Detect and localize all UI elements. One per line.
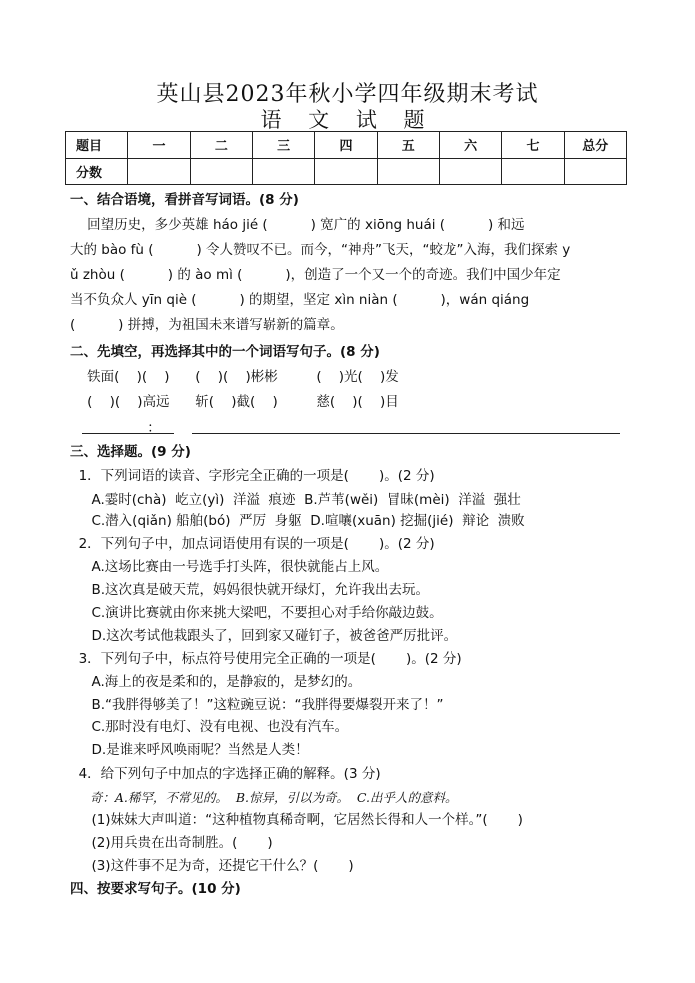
score-cell: 七: [502, 132, 564, 159]
section-3-heading: 三、选择题。(9 分): [70, 444, 191, 460]
question-2-option: B.这次真是破天荒，妈妈很快就开绿灯，允许我出去玩。: [70, 582, 430, 598]
exam-subtitle: 语 文 试 题: [260, 108, 435, 132]
question-4-item: (2)用兵贵在出奇制胜。( ): [70, 835, 273, 851]
question-3-option: B.“我胖得够美了！”这粒豌豆说：“我胖得要爆裂开来了！”: [70, 697, 444, 713]
score-row-label: 分数: [66, 158, 128, 185]
exam-title: 英山县2023年秋小学四年级期末考试: [156, 82, 539, 107]
score-input-cell[interactable]: [190, 158, 252, 185]
score-cell: 六: [439, 132, 501, 159]
score-cell: 三: [252, 132, 314, 159]
section-1-text: 回望历史，多少英雄 háo jié ( ) 宽广的 xiōng huái ( ) 和远: [70, 217, 525, 233]
question-1-options: C.潜入(qiǎn) 船舶(bó) 严厉 身躯 D.喧嚷(xuān) 挖掘(jié) 辩论 溃败: [70, 513, 525, 529]
question-4-item: (3)这件事不足为奇，还提它干什么？( ): [70, 858, 354, 874]
question-4-item: (1)妹妹大声叫道：“这种植物真稀奇啊，它居然长得和人一个样。”( ): [70, 812, 523, 828]
question-3-option: D.是谁来呼风唤雨呢？当然是人类！: [70, 742, 309, 758]
section-1-text: 大的 bào fù ( ) 令人赞叹不已。而今，“神舟”飞天，“蛟龙”入海，我们探索 y: [70, 242, 571, 258]
question-2-option: A.这场比赛由一号选手打头阵，很快就能占上风。: [70, 559, 389, 575]
score-cell: 题目: [66, 132, 128, 159]
score-cell: 一: [128, 132, 190, 159]
sentence-answer-blank[interactable]: [192, 433, 620, 434]
sentence-answer-line: ：: [70, 420, 161, 436]
score-cell: 四: [315, 132, 377, 159]
question-2: 2．下列句子中，加点词语使用有误的一项是( )。(2 分): [70, 536, 435, 552]
section-4-heading: 四、按要求写句子。(10 分): [70, 881, 241, 897]
section-1-text: ( ) 拼搏，为祖国未来谱写崭新的篇章。: [70, 317, 344, 333]
score-input-cell[interactable]: [564, 158, 626, 185]
score-table-score-row: [66, 158, 627, 185]
question-3-option: A.海上的夜是柔和的，是静寂的，是梦幻的。: [70, 674, 362, 690]
question-4: 4．给下列句子中加点的字选择正确的解释。(3 分): [70, 766, 381, 782]
question-1: 1．下列词语的读音、字形完全正确的一项是( )。(2 分): [70, 468, 435, 484]
question-2-option: D.这次考试他栽跟头了，回到家又碰钉子，被爸爸严厉批评。: [70, 628, 458, 644]
score-cell: 二: [190, 132, 252, 159]
score-input-cell[interactable]: [377, 158, 439, 185]
score-cell: 五: [377, 132, 439, 159]
score-input-cell[interactable]: [128, 158, 190, 185]
score-table: [65, 131, 627, 185]
score-cell: 总分: [564, 132, 626, 159]
score-input-cell[interactable]: [439, 158, 501, 185]
question-3: 3．下列句子中，标点符号使用完全正确的一项是( )。(2 分): [70, 651, 462, 667]
section-1-text: ǔ zhòu ( ) 的 ào mì ( )，创造了一个又一个的奇迹。我们中国少年定: [70, 267, 561, 283]
question-1-options: A.霎时(chà) 屹立(yì) 洋溢 痕迹 B.芦苇(wěi) 冒昧(mèi) 洋溢 强壮: [70, 492, 521, 508]
question-4-definitions: 奇：A.稀罕，不常见的。 B.惊异，引以为奇。 C.出乎人的意料。: [70, 790, 458, 805]
score-table-header-row: [66, 132, 627, 159]
idiom-fill-row: 铁面( )( ) ( )( )彬彬 ( )光( )发: [70, 369, 399, 385]
score-input-cell[interactable]: [252, 158, 314, 185]
idiom-fill-row: ( )( )高远 斩( )截( ) 慈( )( )目: [70, 394, 399, 410]
word-answer-blank[interactable]: [82, 433, 174, 434]
score-input-cell[interactable]: [315, 158, 377, 185]
section-1-heading: 一、结合语境，看拼音写词语。(8 分): [70, 192, 299, 208]
score-input-cell[interactable]: [502, 158, 564, 185]
question-2-option: C.演讲比赛就由你来挑大梁吧，不要担心对手给你敲边鼓。: [70, 605, 443, 621]
question-3-option: C.那时没有电灯、没有电视、也没有汽车。: [70, 719, 349, 735]
section-1-text: 当不负众人 yīn qiè ( ) 的期望，坚定 xìn niàn ( )，wán qiáng: [70, 292, 530, 308]
section-2-heading: 二、先填空，再选择其中的一个词语写句子。(8 分): [70, 344, 380, 360]
